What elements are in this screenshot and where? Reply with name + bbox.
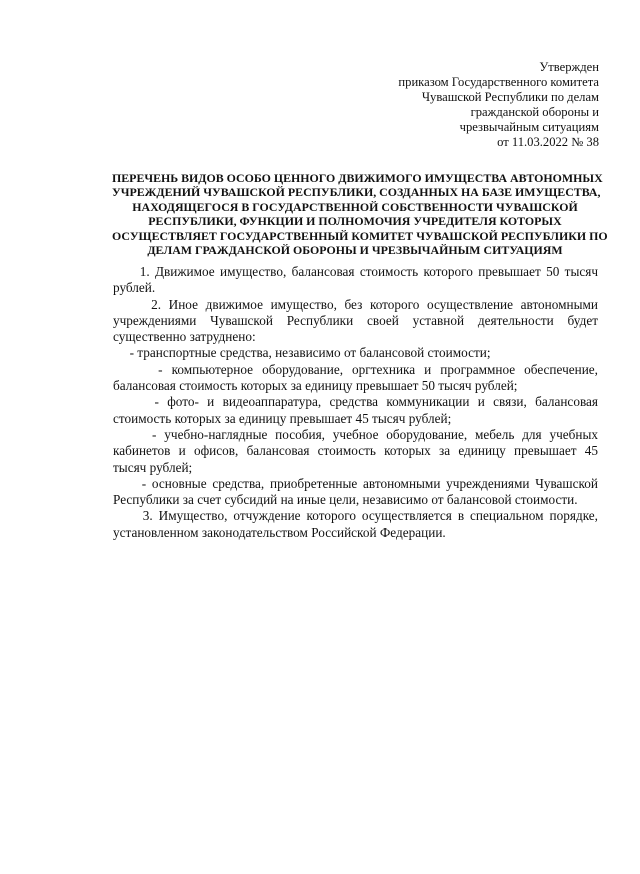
title-line: ДЕЛАМ ГРАЖДАНСКОЙ ОБОРОНЫ И ЧРЕЗВЫЧАЙНЫМ СИТУАЦИЯМ [147, 243, 563, 258]
body-line: существенно затруднено: [113, 329, 256, 345]
approval-line: гражданской обороны и [470, 105, 599, 119]
title-line: ОСУЩЕСТВЛЯЕТ ГОСУДАРСТВЕННЫЙ КОМИТЕТ ЧУВАШСКОЙ РЕСПУБЛИКИ ПО [112, 228, 608, 243]
body-line: 3. Имущество, отчуждение которого осуществляется в специальном порядке, [113, 508, 598, 524]
approval-block [398, 60, 599, 150]
body-line: - транспортные средства, независимо от балансовой стоимости; [113, 345, 491, 361]
body-line: 1. Движимое имущество, балансовая стоимость которого превышает 50 тысяч [113, 264, 598, 279]
body-line: - компьютерное оборудование, оргтехника и программное обеспечение, [113, 361, 598, 377]
title-line: ПЕРЕЧЕНЬ ВИДОВ ОСОБО ЦЕННОГО ДВИЖИМОГО ИМУЩЕСТВА АВТОНОМНЫХ [112, 171, 603, 185]
document-title [112, 171, 608, 258]
body-line: - фото- и видеоаппаратура, средства коммуникации и связи, балансовая [113, 394, 598, 410]
body-line: рублей. [113, 280, 156, 296]
body-line: 2. Иное движимое имущество, без которого осуществление автономными [113, 296, 598, 312]
body-line: - учебно-наглядные пособия, учебное оборудование, мебель для учебных [113, 426, 598, 442]
title-line: УЧРЕЖДЕНИЙ ЧУВАШСКОЙ РЕСПУБЛИКИ, СОЗДАННЫХ НА БАЗЕ ИМУЩЕСТВА, [112, 185, 601, 200]
body-line: стоимость которых за единицу превышает 45 тысяч рублей; [113, 410, 452, 426]
body-line: тысяч рублей; [113, 459, 193, 475]
body-line: установленном законодательством Российской Федерации. [113, 524, 446, 540]
body-line: кабинетов и офисов, балансовая стоимость которых за единицу превышает 45 [113, 443, 598, 459]
body-line: - основные средства, приобретенные автономными учреждениями Чувашской [113, 475, 598, 491]
approval-line: Чувашской Республики по делам [421, 90, 599, 104]
body-line: Республики за счет субсидий на иные цели, независимо от балансовой стоимости. [113, 492, 578, 508]
approval-line: от 11.03.2022 № 38 [497, 135, 599, 149]
title-line: РЕСПУБЛИКИ, ФУНКЦИИ И ПОЛНОМОЧИЯ УЧРЕДИТЕЛЯ КОТОРЫХ [148, 214, 562, 229]
approval-line: чрезвычайным ситуациям [459, 120, 599, 134]
document-body [113, 264, 598, 541]
approval-line: Утвержден [539, 60, 599, 74]
body-line: балансовая стоимость которых за единицу превышает 50 тысяч рублей; [113, 378, 518, 394]
title-line: НАХОДЯЩЕГОСЯ В ГОСУДАРСТВЕННОЙ СОБСТВЕННОСТИ ЧУВАШСКОЙ [132, 199, 578, 214]
body-line: учреждениями Чувашской Республики своей уставной деятельности будет [113, 312, 598, 328]
approval-line: приказом Государственного комитета [398, 75, 599, 89]
